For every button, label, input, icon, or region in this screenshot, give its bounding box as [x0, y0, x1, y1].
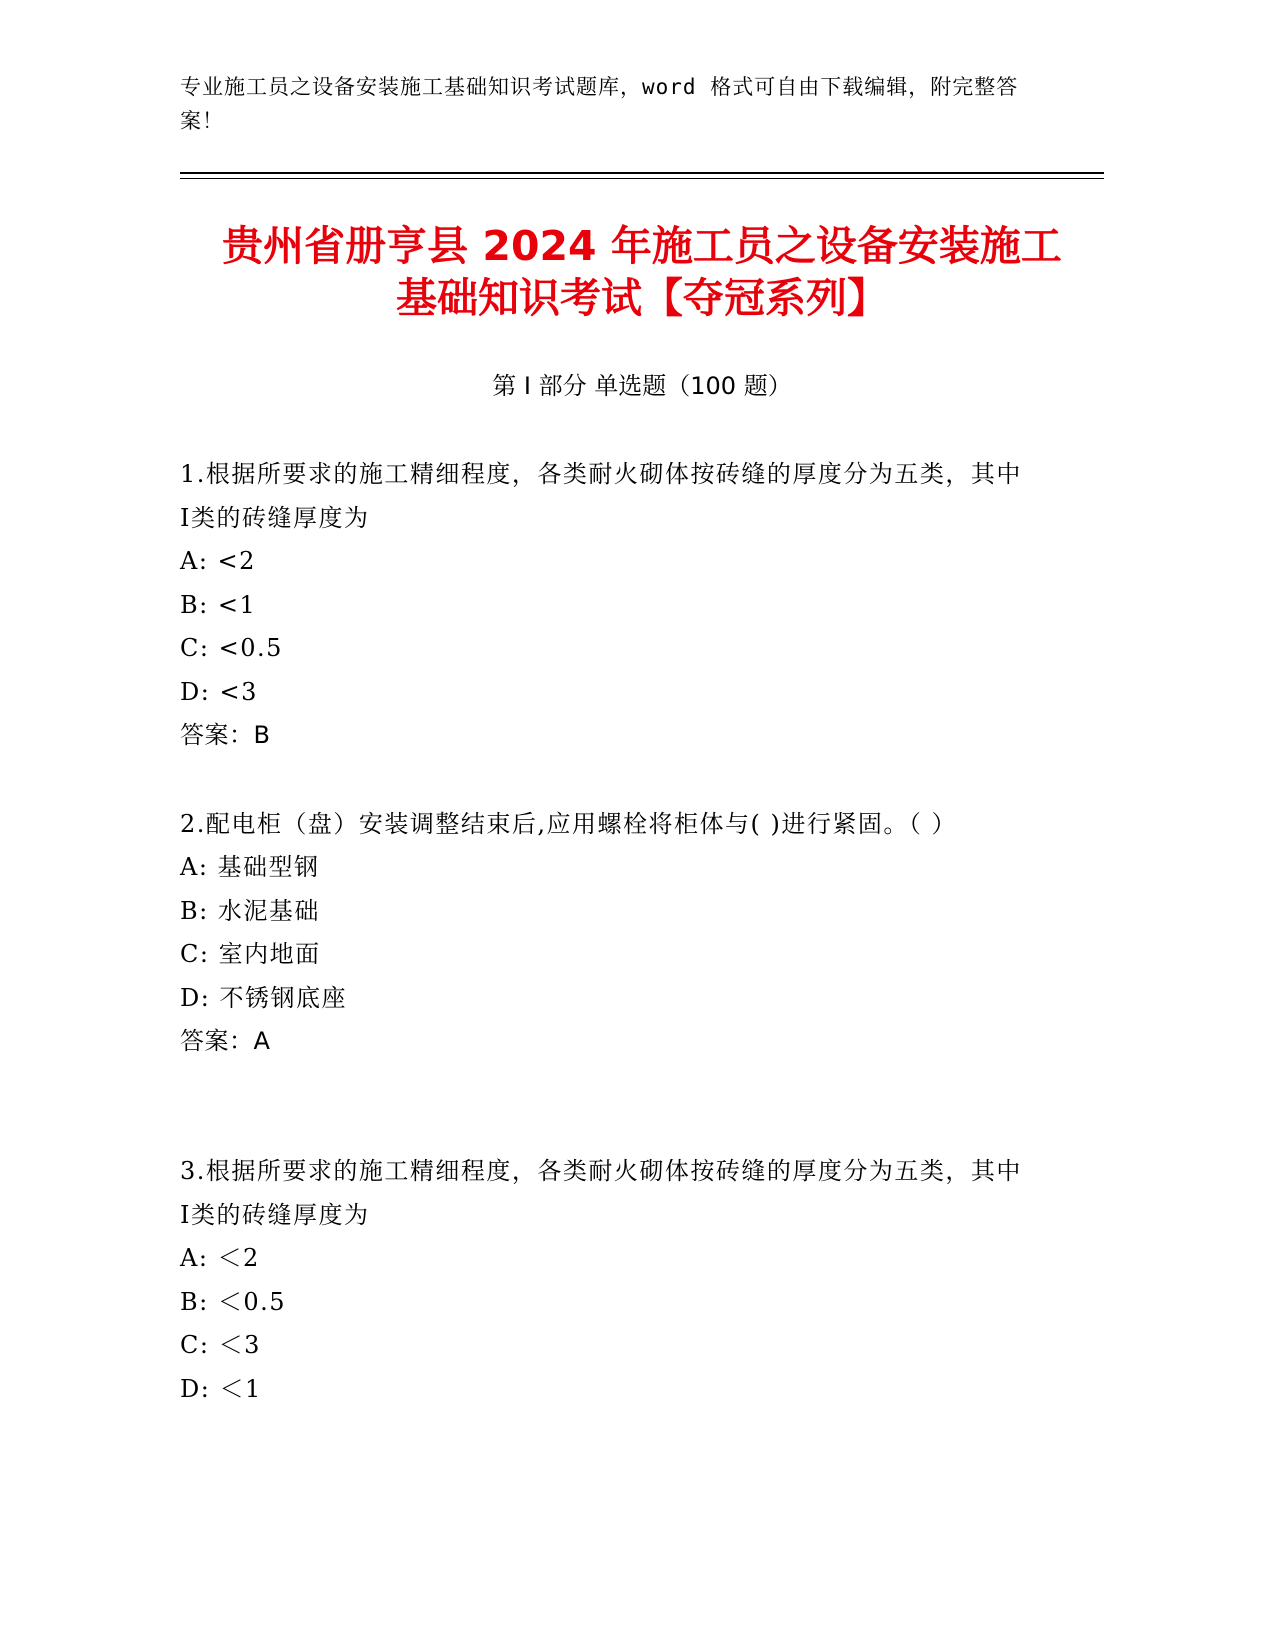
document-title	[180, 220, 1104, 324]
question-stem: 1.根据所要求的施工精细程度，各类耐火砌体按砖缝的厚度分为五类，其中Ⅰ类的砖缝厚度为	[180, 460, 1022, 532]
header-rule-thin	[180, 178, 1104, 179]
option-b: B: ＜0.5	[180, 1287, 287, 1316]
option-c: C: ＜3	[180, 1331, 261, 1359]
question-stem: 3.根据所要求的施工精细程度，各类耐火砌体按砖缝的厚度分为五类，其中Ⅰ类的砖缝厚度为	[180, 1157, 1022, 1229]
answer: 答案：A	[180, 1027, 271, 1055]
option-b: B: <1	[180, 590, 257, 619]
option-d: D: ＜1	[180, 1374, 262, 1403]
option-b: B: 水泥基础	[180, 896, 320, 925]
header-note: 专业施工员之设备安装施工基础知识考试题库，word 格式可自由下载编辑，附完整答案！	[180, 75, 1019, 133]
question-stem: 2.配电柜（盘）安装调整结束后,应用螺栓将柜体与( )进行紧固。（ ）	[180, 810, 958, 838]
header-rule-thick	[180, 172, 1104, 174]
option-c: C: <0.5	[180, 634, 283, 662]
option-c: C: 室内地面	[180, 940, 321, 968]
option-d: D: 不锈钢底座	[180, 983, 347, 1012]
option-d: D: <3	[180, 677, 258, 706]
option-a: A: ＜2	[180, 1244, 260, 1272]
option-a: A: 基础型钢	[180, 853, 320, 881]
option-a: A: <2	[180, 547, 256, 575]
document-title-line-2: 基础知识考试【夺冠系列】	[396, 274, 888, 322]
answer: 答案：B	[180, 721, 271, 749]
section-heading: 第 I 部分 单选题（100 题）	[492, 372, 792, 400]
document-title-line-1: 贵州省册亨县 2024 年施工员之设备安装施工	[222, 222, 1062, 270]
question-3	[180, 1149, 1030, 1411]
question-2	[180, 802, 1030, 1064]
question-1	[180, 452, 1030, 758]
